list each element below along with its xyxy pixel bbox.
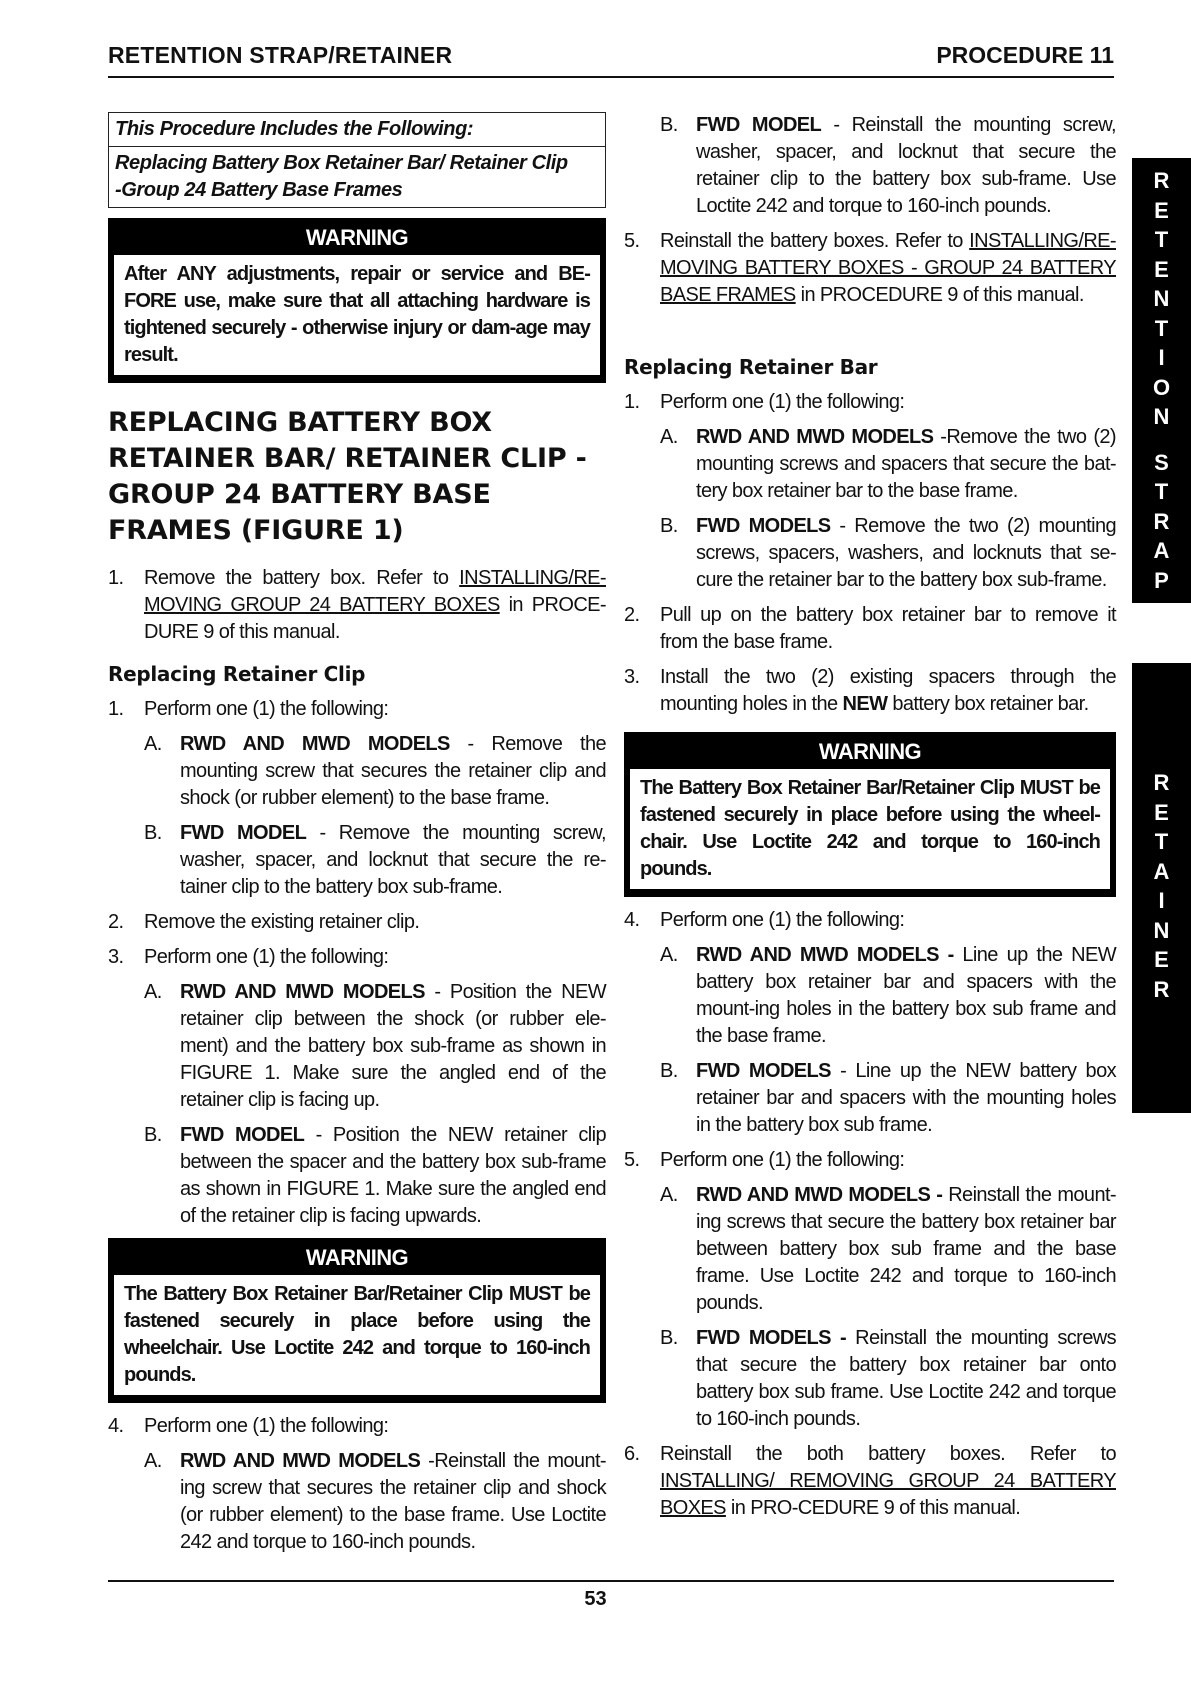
right-column bbox=[624, 112, 1116, 1530]
warning-title: WARNING bbox=[305, 1245, 409, 1270]
subheading-retainer-clip: Replacing Retainer Clip bbox=[108, 662, 366, 686]
clip-step-3 bbox=[108, 944, 606, 971]
tab-letter: A bbox=[1153, 858, 1170, 884]
substep-text: - Remove the mounting screw that secures the retainer clip and shock (or rubber element) to the base frame. bbox=[180, 733, 606, 809]
tab-letter: N bbox=[1153, 917, 1170, 943]
substep-text: - Position the NEW retainer clip between the spacer and the battery box sub-frame as shown in FIGURE 1. Make sure the angled end of the retainer clip is facing upwards. bbox=[180, 1124, 606, 1227]
step-number: 2. bbox=[624, 604, 640, 626]
bar-step-1 bbox=[624, 389, 1116, 416]
substep-letter: A. bbox=[144, 733, 162, 755]
substep-letter: A. bbox=[660, 944, 678, 966]
substep-letter: B. bbox=[660, 515, 678, 537]
clip-step-4a bbox=[108, 1448, 606, 1556]
substep-letter: B. bbox=[660, 114, 678, 136]
tab-letter: A bbox=[1153, 538, 1170, 563]
step-number: 6. bbox=[624, 1443, 640, 1465]
manual-reference-link: INSTALLING/ REMOVING GROUP 24 BATTERY BOXES bbox=[660, 1470, 1116, 1519]
substep-text: - Line up the NEW battery box retainer bar and spacers with the mounting holes in the battery box sub frame. bbox=[696, 1060, 1116, 1136]
step-number: 5. bbox=[624, 230, 640, 252]
step-number: 5. bbox=[624, 1149, 640, 1171]
model-label: FWD MODEL bbox=[180, 822, 307, 844]
step-number: 1. bbox=[108, 698, 124, 720]
step-text: Perform one (1) the following: bbox=[144, 698, 389, 720]
substep-letter: B. bbox=[144, 1124, 162, 1146]
warning-box-clip bbox=[108, 1238, 606, 1403]
warning-title: WARNING bbox=[305, 225, 409, 250]
step-number: 3. bbox=[624, 666, 640, 688]
tab-letter: E bbox=[1154, 197, 1169, 223]
tab-letter: E bbox=[1154, 799, 1169, 825]
substep-text: - Remove the two (2) mounting screws, spacers, washers, and locknuts that se-cure the retainer bar to the battery box sub-frame. bbox=[696, 515, 1116, 591]
header-procedure-number: PROCEDURE 11 bbox=[936, 42, 1114, 68]
clip-step-4b bbox=[624, 112, 1116, 220]
clip-step-3b bbox=[108, 1122, 606, 1230]
step-text: Reinstall the battery boxes. Refer to bbox=[660, 230, 970, 252]
tab-letter: E bbox=[1154, 947, 1169, 972]
subheading-retainer-bar: Replacing Retainer Bar bbox=[624, 355, 878, 379]
model-label: FWD MODEL bbox=[696, 114, 822, 136]
step-text: Reinstall the both battery boxes. Refer to bbox=[660, 1443, 1116, 1465]
substep-text: Reinstall the mounting screws that secure the battery box retainer bar onto battery box sub frame. Use Loctite 242 and torque to 160-inch pounds. bbox=[696, 1327, 1117, 1430]
side-tab-retainer[interactable] bbox=[1132, 663, 1191, 1113]
model-label: RWD AND MWD MODELS bbox=[180, 981, 425, 1003]
step-text: Perform one (1) the following: bbox=[144, 946, 389, 968]
step-text: Perform one (1) the following: bbox=[660, 1149, 905, 1171]
substep-text: -Remove the two (2) mounting screws and spacers that secure the bat-tery box retainer bar to the base frame. bbox=[696, 426, 1116, 502]
clip-step-2 bbox=[108, 909, 606, 936]
substep-letter: B. bbox=[660, 1060, 678, 1082]
clip-step-3a bbox=[108, 979, 606, 1114]
tab-letter: I bbox=[1158, 888, 1165, 913]
page-header bbox=[108, 40, 1114, 78]
bar-step-1b bbox=[624, 513, 1116, 594]
step-number: 3. bbox=[108, 946, 124, 968]
model-label: FWD MODELS bbox=[696, 1060, 831, 1082]
warning-title: WARNING bbox=[818, 739, 922, 764]
substep-text: -Reinstall the mount-ing screw that secures the retainer clip and shock (or rubber element) to the base frame. Use Loctite 242 and torque to 160-inch pounds. bbox=[180, 1450, 606, 1553]
substep-text: - Position the NEW retainer clip between the shock (or rubber ele-ment) and the battery box sub-frame as shown in FIGURE 1. Make sure the angled end of the retainer clip is facing up. bbox=[180, 981, 606, 1111]
tab-letter: R bbox=[1153, 168, 1170, 193]
step-text: Perform one (1) the following: bbox=[660, 909, 905, 931]
left-column bbox=[108, 112, 606, 1564]
bar-step-5b bbox=[624, 1325, 1116, 1433]
tab-letter-gap bbox=[1132, 432, 1191, 448]
step-number: 1. bbox=[624, 391, 640, 413]
clip-step-4 bbox=[108, 1413, 606, 1440]
bar-step-4a bbox=[624, 942, 1116, 1050]
bar-step-2 bbox=[624, 602, 1116, 656]
model-label: FWD MODEL bbox=[180, 1124, 305, 1146]
model-label: FWD MODELS - bbox=[696, 1327, 847, 1349]
step-text: Perform one (1) the following: bbox=[660, 391, 905, 413]
tab-letter: R bbox=[1153, 508, 1170, 534]
bar-step-4 bbox=[624, 907, 1116, 934]
step-text: Remove the existing retainer clip. bbox=[144, 911, 420, 933]
page-number: 53 bbox=[584, 1588, 607, 1610]
tab-letter: T bbox=[1154, 315, 1169, 341]
step-number: 4. bbox=[108, 1415, 124, 1437]
bar-step-5a bbox=[624, 1182, 1116, 1317]
tab-letter: O bbox=[1152, 374, 1171, 400]
side-tab-retention-strap[interactable] bbox=[1132, 158, 1191, 603]
step-text: in PROCE-DURE 9 of this manual. bbox=[144, 594, 606, 643]
substep-letter: A. bbox=[660, 1184, 678, 1206]
tab-letter: T bbox=[1154, 479, 1169, 504]
step-text: Perform one (1) the following: bbox=[144, 1415, 389, 1437]
step-text: in PRO-CEDURE 9 of this manual. bbox=[725, 1497, 1021, 1519]
substep-letter: A. bbox=[660, 426, 678, 448]
substep-letter: B. bbox=[144, 822, 162, 844]
tab-letter: T bbox=[1154, 829, 1169, 854]
tab-letter: S bbox=[1154, 449, 1169, 475]
includes-item bbox=[109, 147, 605, 207]
includes-item-line1: Replacing Battery Box Retainer Bar/ Retainer Clip bbox=[115, 152, 568, 174]
model-label: RWD AND MWD MODELS bbox=[180, 1450, 421, 1472]
step-text: Remove the battery box. Refer to bbox=[144, 567, 460, 589]
tab-letter: R bbox=[1153, 770, 1170, 795]
step-text: in PROCEDURE 9 of this manual. bbox=[795, 284, 1084, 306]
model-label: RWD AND MWD MODELS bbox=[180, 733, 450, 755]
substep-text: Reinstall the mount-ing screws that secure the battery box retainer bar between battery box sub frame and the base frame. Use Loctite 242 and torque to 160-inch pounds. bbox=[696, 1184, 1116, 1314]
step-text: Pull up on the battery box retainer bar to remove it from the base frame. bbox=[660, 604, 1116, 653]
step-remove-battery-box bbox=[108, 565, 606, 646]
bar-step-4b bbox=[624, 1058, 1116, 1139]
tab-letter: E bbox=[1154, 256, 1169, 282]
header-section-title: RETENTION STRAP/RETAINER bbox=[108, 42, 453, 68]
section-title: REPLACING BATTERY BOX RETAINER BAR/ RETAINER CLIP - GROUP 24 BATTERY BASE FRAMES (FIGURE 1) bbox=[108, 407, 587, 546]
manual-reference-link: INSTALLING/RE-MOVING GROUP 24 BATTERY BOXES bbox=[144, 567, 606, 616]
tab-letter: R bbox=[1153, 976, 1170, 1002]
step-number: 4. bbox=[624, 909, 640, 931]
step-text: Install the two (2) existing spacers through the mounting holes in the bbox=[660, 666, 1116, 715]
clip-step-5 bbox=[624, 228, 1116, 309]
footer-divider bbox=[108, 1580, 1114, 1582]
manual-reference-link: INSTALLING/RE-MOVING BATTERY BOXES - GROUP 24 BATTERY BASE FRAMES bbox=[660, 230, 1116, 306]
warning-box-bar bbox=[624, 732, 1116, 897]
new-label: NEW bbox=[842, 693, 888, 715]
model-label: RWD AND MWD MODELS - bbox=[696, 944, 954, 966]
clip-step-1b bbox=[108, 820, 606, 901]
substep-letter: A. bbox=[144, 1450, 162, 1472]
step-number: 1. bbox=[108, 567, 124, 589]
warning-box-top bbox=[108, 218, 606, 383]
bar-step-6 bbox=[624, 1441, 1116, 1522]
includes-item-line2: -Group 24 Battery Base Frames bbox=[115, 179, 403, 201]
procedure-includes-box bbox=[108, 112, 606, 208]
substep-text: - Reinstall the mounting screw, washer, spacer, and locknut that secure the retainer clip to the battery box sub-frame. Use Loctite 242 and torque to 160-inch pounds. bbox=[696, 114, 1116, 217]
includes-title: This Procedure Includes the Following: bbox=[109, 113, 605, 147]
tab-letter: I bbox=[1158, 345, 1165, 370]
bar-step-1a bbox=[624, 424, 1116, 505]
substep-letter: A. bbox=[144, 981, 162, 1003]
step-text: battery box retainer bar. bbox=[887, 693, 1089, 715]
substep-text: - Remove the mounting screw, washer, spacer, and locknut that secure the re-tainer clip to the battery box sub-frame. bbox=[180, 822, 606, 898]
tab-letter: P bbox=[1154, 567, 1169, 593]
tab-letter: N bbox=[1153, 404, 1170, 429]
warning-body: After ANY adjustments, repair or service and BE-FORE use, make sure that all attaching hardware is tightened securely - otherwise injury or dam-age may result. bbox=[114, 255, 600, 375]
tab-letter: N bbox=[1153, 286, 1170, 311]
model-label: RWD AND MWD MODELS bbox=[696, 426, 934, 448]
warning-body: The Battery Box Retainer Bar/Retainer Clip MUST be fastened securely in place before using the wheel-chair. Use Loctite 242 and torque to 160-inch pounds. bbox=[630, 769, 1110, 889]
warning-body: The Battery Box Retainer Bar/Retainer Clip MUST be fastened securely in place before using the wheelchair. Use Loctite 242 and torque to 160-inch pounds. bbox=[114, 1275, 600, 1395]
tab-letter: T bbox=[1154, 227, 1169, 252]
model-label: RWD AND MWD MODELS - bbox=[696, 1184, 943, 1206]
bar-step-5 bbox=[624, 1147, 1116, 1174]
clip-step-1 bbox=[108, 696, 606, 723]
model-label: FWD MODELS bbox=[696, 515, 831, 537]
step-number: 2. bbox=[108, 911, 124, 933]
clip-step-1a bbox=[108, 731, 606, 812]
substep-letter: B. bbox=[660, 1327, 678, 1349]
bar-step-3 bbox=[624, 664, 1116, 718]
substep-text: Line up the NEW battery box retainer bar and spacers with the mount-ing holes in the battery box sub frame and the base frame. bbox=[696, 944, 1116, 1047]
